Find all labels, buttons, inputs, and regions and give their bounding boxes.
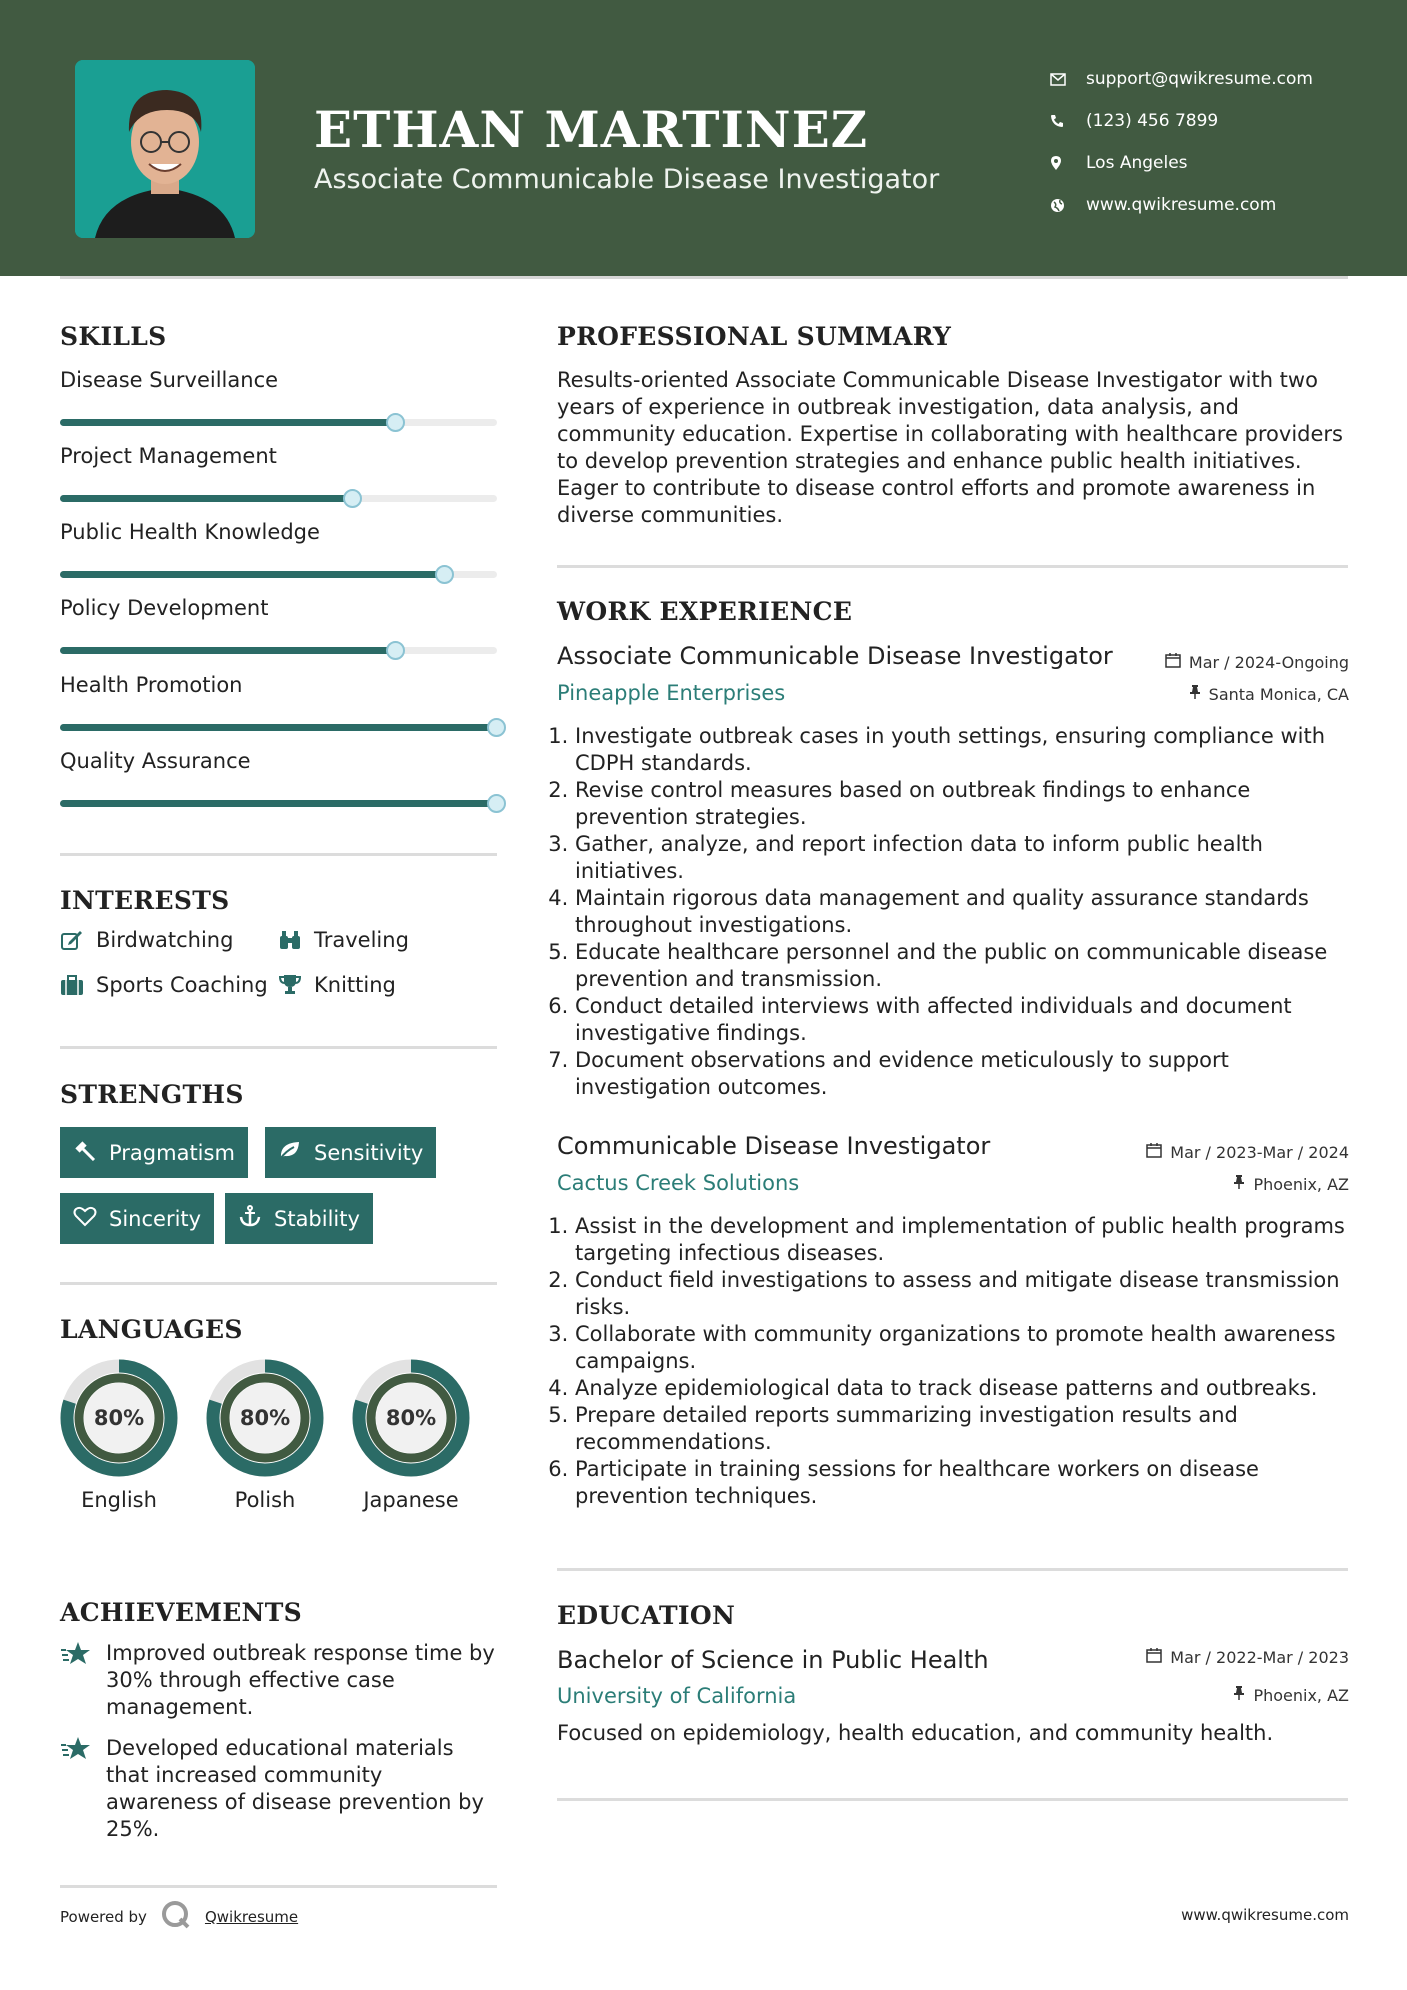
education-location <box>1233 1685 1349 1705</box>
language-ring <box>351 1358 471 1478</box>
skill-bar <box>60 647 497 654</box>
interest-label: Knitting <box>314 973 396 997</box>
strength-badge <box>60 1193 214 1244</box>
contact-website[interactable] <box>1050 184 1313 226</box>
job-company: Cactus Creek Solutions <box>557 1171 800 1195</box>
section-divider <box>60 853 497 856</box>
skill-label: Health Promotion <box>60 673 243 697</box>
skill-bar <box>60 571 497 578</box>
skill-bar <box>60 800 497 807</box>
skill-bar <box>60 724 497 731</box>
pushpin-icon <box>1189 684 1201 704</box>
section-divider <box>557 1798 1348 1801</box>
skill-bar <box>60 495 497 502</box>
summary-text: Results-oriented Associate Communicable Disease Investigator with two years of experience in outbreak investigation, data analysis, and community education. Expertise in collaborating with healthcare providers to develop prevention strategies and enhance public health initiatives. Eager to contribute to disease control efforts and promote awareness in diverse communities. <box>557 368 1343 527</box>
responsibility-item: 3. Gather, analyze, and report infection data to inform public health initiatives. <box>575 831 1357 885</box>
language-name: English <box>81 1488 157 1512</box>
skill-label: Project Management <box>60 444 277 468</box>
strength-label: Sincerity <box>109 1206 202 1231</box>
experience-heading: WORK EXPERIENCE <box>557 597 853 626</box>
strength-label: Stability <box>274 1206 360 1231</box>
strengths-heading: STRENGTHS <box>60 1080 244 1109</box>
globe-icon <box>1050 198 1086 213</box>
skill-bar <box>60 419 497 426</box>
language-percent: 80% <box>239 1406 291 1430</box>
strength-badge <box>265 1127 436 1178</box>
language-item <box>54 1358 184 1512</box>
contact-email-text: support@qwikresume.com <box>1086 69 1313 89</box>
heart-icon <box>73 1205 97 1232</box>
section-divider <box>557 1568 1348 1571</box>
language-ring <box>59 1358 179 1478</box>
interest-label: Birdwatching <box>96 928 234 952</box>
profile-photo <box>75 60 255 238</box>
education-heading: EDUCATION <box>557 1601 736 1630</box>
qwikresume-logo-icon <box>161 1900 191 1934</box>
job-dates <box>1146 1142 1349 1162</box>
footer-powered-by <box>60 1900 298 1934</box>
contact-phone-text: (123) 456 7899 <box>1086 111 1219 131</box>
skill-item <box>60 444 497 468</box>
responsibility-item: 1. Assist in the development and implementation of public health programs targeting infectious diseases. <box>575 1213 1357 1267</box>
skill-item <box>60 368 497 392</box>
star-icon <box>60 1735 94 1843</box>
job-responsibilities <box>557 723 1357 1101</box>
language-percent: 80% <box>385 1406 437 1430</box>
section-divider <box>60 1046 497 1049</box>
education-dates-text: Mar / 2022-Mar / 2023 <box>1170 1647 1349 1667</box>
language-name: Polish <box>234 1488 296 1512</box>
trophy-icon <box>278 974 314 996</box>
job-dates-text: Mar / 2024-Ongoing <box>1188 652 1349 672</box>
skills-heading: SKILLS <box>60 322 167 351</box>
interest-label: Traveling <box>314 928 409 952</box>
calendar-icon <box>1146 1142 1162 1162</box>
skill-item <box>60 673 497 697</box>
job-location-text: Phoenix, AZ <box>1253 1174 1349 1194</box>
responsibility-item: 6. Participate in training sessions for healthcare workers on disease prevention techniques. <box>575 1456 1357 1510</box>
achievement-text: Developed educational materials that increased community awareness of disease prevention by 25%. <box>106 1736 484 1841</box>
job-title: Associate Communicable Disease Investigator <box>557 642 1113 670</box>
job-dates <box>1165 652 1349 672</box>
calendar-icon <box>1146 1647 1162 1667</box>
job-location <box>1233 1174 1349 1194</box>
responsibility-item: 6. Conduct detailed interviews with affected individuals and document investigative findings. <box>575 993 1357 1047</box>
education-description: Focused on epidemiology, health education, and community health. <box>557 1721 1274 1745</box>
strength-label: Sensitivity <box>314 1140 424 1165</box>
map-pin-icon <box>1050 155 1086 171</box>
job-location <box>1189 684 1349 704</box>
job-company: Pineapple Enterprises <box>557 681 786 705</box>
language-ring <box>205 1358 325 1478</box>
powered-by-label: Powered by <box>60 1908 147 1926</box>
language-name: Japanese <box>363 1488 459 1512</box>
interest-label: Sports Coaching <box>96 973 268 997</box>
gavel-icon <box>73 1139 97 1166</box>
responsibility-item: 3. Collaborate with community organizations to promote health awareness campaigns. <box>575 1321 1357 1375</box>
responsibility-item: 5. Prepare detailed reports summarizing investigation results and recommendations. <box>575 1402 1357 1456</box>
strength-badge <box>225 1193 373 1244</box>
job-dates-text: Mar / 2023-Mar / 2024 <box>1170 1142 1349 1162</box>
interest-item <box>60 928 233 952</box>
contact-location-text: Los Angeles <box>1086 153 1188 173</box>
responsibility-item: 1. Investigate outbreak cases in youth settings, ensuring compliance with CDPH standards. <box>575 723 1357 777</box>
responsibility-item: 4. Maintain rigorous data management and quality assurance standards throughout investigations. <box>575 885 1357 939</box>
candidate-role: Associate Communicable Disease Investigator <box>314 164 940 195</box>
section-divider <box>60 1885 497 1888</box>
achievements-heading: ACHIEVEMENTS <box>60 1598 302 1627</box>
skill-item <box>60 520 497 544</box>
contact-email[interactable] <box>1050 58 1313 100</box>
language-item <box>346 1358 476 1512</box>
skill-label: Policy Development <box>60 596 269 620</box>
languages-heading: LANGUAGES <box>60 1315 243 1344</box>
envelope-icon <box>1050 73 1086 86</box>
contact-phone[interactable] <box>1050 100 1313 142</box>
anchor-icon <box>238 1205 262 1232</box>
job-title: Communicable Disease Investigator <box>557 1132 991 1160</box>
job-location-text: Santa Monica, CA <box>1208 684 1349 704</box>
qwikresume-link[interactable]: Qwikresume <box>204 1908 299 1926</box>
responsibility-item: 7. Document observations and evidence meticulously to support investigation outcomes. <box>575 1047 1357 1101</box>
section-divider <box>557 565 1348 568</box>
responsibility-item: 5. Educate healthcare personnel and the public on communicable disease prevention and transmission. <box>575 939 1357 993</box>
section-divider <box>60 1282 497 1285</box>
job-responsibilities <box>557 1213 1357 1510</box>
responsibility-item: 2. Revise control measures based on outbreak findings to enhance prevention strategies. <box>575 777 1357 831</box>
skill-label: Disease Surveillance <box>60 368 279 392</box>
achievement-item <box>60 1735 500 1843</box>
footer-url[interactable]: www.qwikresume.com <box>1181 1906 1349 1924</box>
calendar-icon <box>1165 652 1181 672</box>
contact-website-text: www.qwikresume.com <box>1086 195 1277 215</box>
skill-item <box>60 596 497 620</box>
skill-label: Public Health Knowledge <box>60 520 320 544</box>
briefcase-icon <box>60 974 96 996</box>
star-icon <box>60 1640 94 1721</box>
language-percent: 80% <box>93 1406 145 1430</box>
responsibility-item: 2. Conduct field investigations to assess and mitigate disease transmission risks. <box>575 1267 1357 1321</box>
header-divider <box>60 276 1348 279</box>
education-dates <box>1146 1647 1349 1667</box>
binoculars-icon <box>278 929 314 951</box>
skill-item <box>60 749 497 773</box>
interest-item <box>60 973 268 997</box>
achievement-item <box>60 1640 500 1721</box>
contact-location <box>1050 142 1313 184</box>
achievement-text: Improved outbreak response time by 30% through effective case management. <box>106 1641 495 1719</box>
strength-label: Pragmatism <box>109 1140 235 1165</box>
leaf-icon <box>278 1139 302 1166</box>
interests-heading: INTERESTS <box>60 886 230 915</box>
contact-list <box>1050 58 1313 226</box>
language-item <box>200 1358 330 1512</box>
phone-icon <box>1050 114 1086 128</box>
candidate-name: ETHAN MARTINEZ <box>314 100 869 159</box>
pushpin-icon <box>1233 1174 1245 1194</box>
pushpin-icon <box>1233 1685 1245 1705</box>
skill-label: Quality Assurance <box>60 749 251 773</box>
resume-header <box>0 0 1407 276</box>
edit-icon <box>60 929 96 951</box>
responsibility-item: 4. Analyze epidemiological data to track disease patterns and outbreaks. <box>575 1375 1357 1402</box>
summary-heading: PROFESSIONAL SUMMARY <box>557 322 952 351</box>
interest-item <box>278 928 409 952</box>
education-location-text: Phoenix, AZ <box>1253 1685 1349 1705</box>
interest-item <box>278 973 396 997</box>
strength-badge <box>60 1127 248 1178</box>
degree-title: Bachelor of Science in Public Health <box>557 1646 989 1674</box>
school-name: University of California <box>557 1684 797 1708</box>
